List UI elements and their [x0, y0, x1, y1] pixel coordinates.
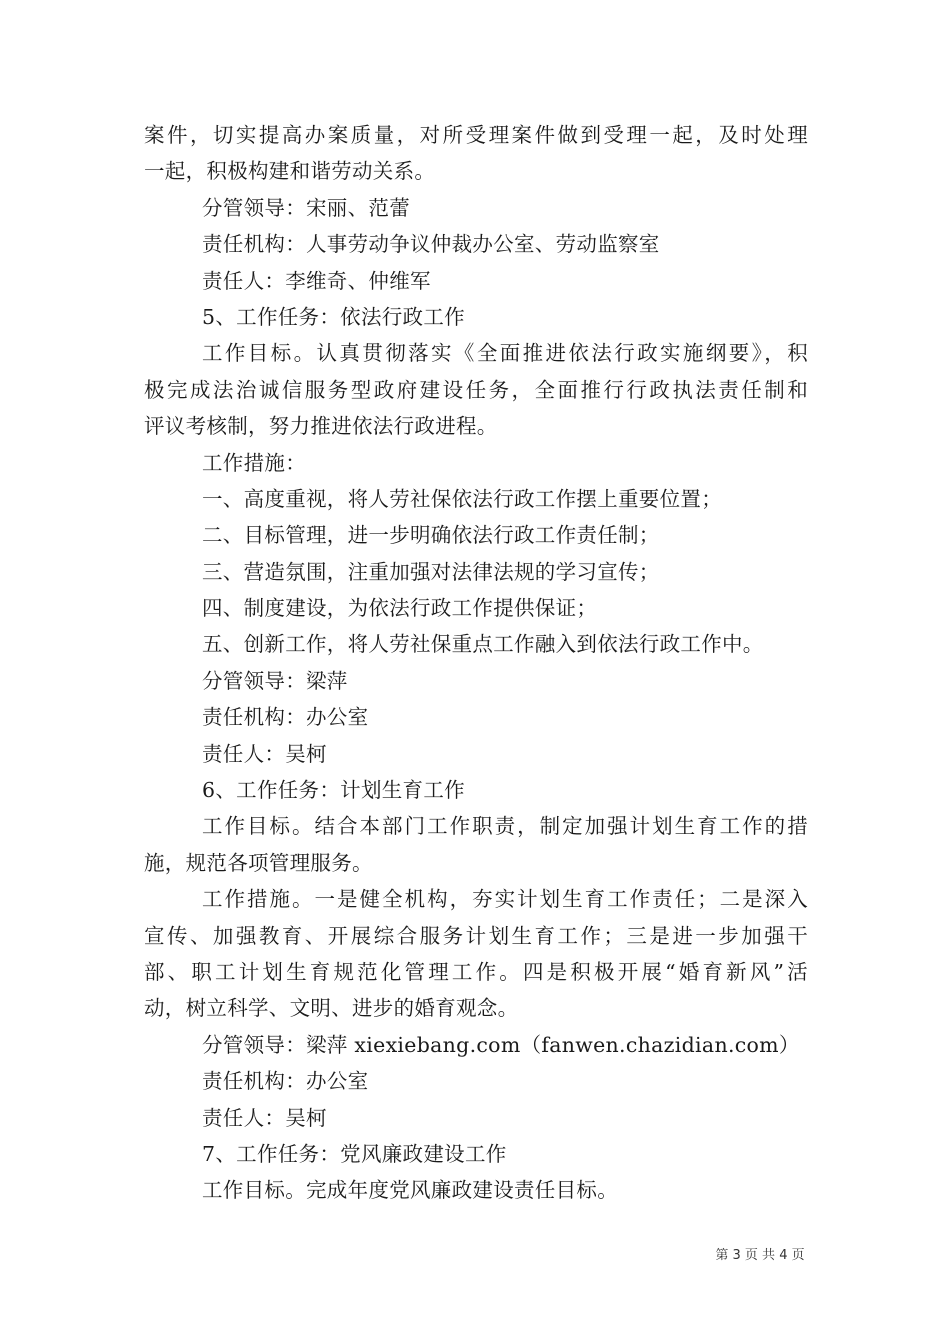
supervisor-line: 分管领导：梁萍 xiexiebang.com（fanwen.chazidian.com）: [202, 1032, 800, 1057]
measure-item: 四、制度建设，为依法行政工作提供保证；: [202, 596, 598, 621]
responsible-org-line: 责任机构：人事劳动争议仲裁办公室、劳动监察室: [202, 232, 660, 257]
responsible-person-line: 责任人：吴柯: [202, 741, 327, 766]
page-number-footer: 第 3 页 共 4 页: [715, 1248, 805, 1263]
measure-item: 二、目标管理，进一步明确依法行政工作责任制；: [202, 523, 660, 548]
text-line: 宣传、加强教育、开展综合服务计划生育工作；三是进一步加强干: [144, 923, 808, 948]
responsible-org-line: 责任机构：办公室: [202, 705, 369, 730]
text-line: 工作目标。认真贯彻落实《全面推进依法行政实施纲要》，积: [202, 341, 808, 366]
responsible-person-line: 责任人：李维奇、仲维军: [202, 268, 431, 293]
measure-item: 五、创新工作，将人劳社保重点工作融入到依法行政工作中。: [202, 632, 764, 657]
text-line: 极完成法治诚信服务型政府建设任务，全面推行行政执法责任制和: [144, 377, 808, 402]
text-line: 工作目标。结合本部门工作职责，制定加强计划生育工作的措: [202, 814, 808, 839]
measure-item: 三、营造氛围，注重加强对法律法规的学习宣传；: [202, 559, 660, 584]
responsible-org-line: 责任机构：办公室: [202, 1069, 369, 1094]
supervisor-line: 分管领导：梁萍: [202, 668, 348, 693]
document-body: [144, 117, 808, 1209]
text-line: 评议考核制，努力推进依法行政进程。: [144, 414, 498, 439]
text-line: 案件，切实提高办案质量，对所受理案件做到受理一起，及时处理: [144, 123, 808, 147]
text-line: 部、职工计划生育规范化管理工作。四是积极开展“婚育新风”活: [144, 959, 808, 984]
text-line: 一起，积极构建和谐劳动关系。: [144, 159, 436, 184]
task-heading-5: 5、工作任务：依法行政工作: [202, 304, 465, 329]
task-heading-6: 6、工作任务：计划生育工作: [202, 778, 465, 803]
measure-item: 一、高度重视，将人劳社保依法行政工作摆上重要位置；: [202, 486, 722, 511]
text-line: 施，规范各项管理服务。: [144, 850, 373, 875]
text-line: 工作目标。完成年度党风廉政建设责任目标。: [202, 1178, 618, 1203]
responsible-person-line: 责任人：吴柯: [202, 1105, 327, 1130]
text-line: 动，树立科学、文明、进步的婚育观念。: [144, 996, 519, 1021]
text-line: 工作措施。一是健全机构，夯实计划生育工作责任；二是深入: [202, 887, 808, 912]
supervisor-line: 分管领导：宋丽、范蕾: [202, 195, 410, 220]
task-heading-7: 7、工作任务：党风廉政建设工作: [202, 1141, 507, 1166]
measures-heading: 工作措施：: [202, 450, 306, 475]
